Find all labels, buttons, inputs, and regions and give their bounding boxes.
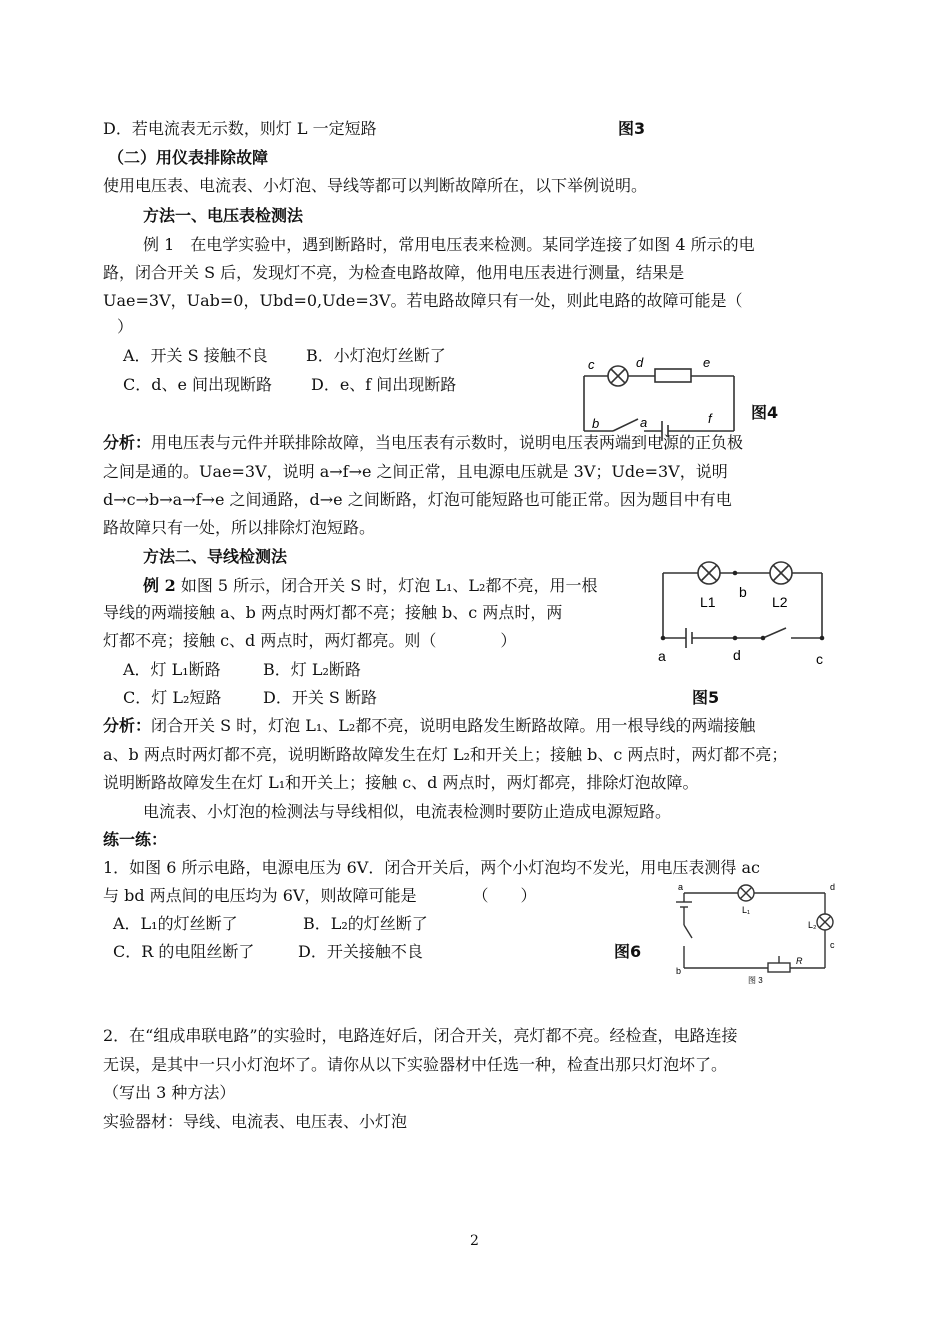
analysis2-line2: a、b 两点时两灯都不亮，说明断路故障发生在灯 L₂和开关上；接触 b、c 两点时，两灯都不亮； — [103, 745, 788, 764]
q2-line4: 实验器材：导线、电流表、电压表、小灯泡 — [103, 1112, 408, 1131]
method1-heading: 方法一、电压表检测法 — [143, 206, 304, 225]
analysis1-line4: 路故障只有一处，所以排除灯泡短路。 — [103, 518, 376, 537]
fig5-label-l2: L2 — [772, 594, 788, 610]
example1-option-d: D．e、f 间出现断路 — [311, 375, 457, 394]
example2-line2: 导线的两端接触 a、b 两点时两灯都不亮；接触 b、c 两点时，两 — [103, 603, 563, 622]
figure-6-label: 图6 — [614, 942, 642, 961]
figure-4-label: 图4 — [751, 403, 779, 422]
section-heading: （二）用仪表排除故障 — [108, 148, 269, 167]
q2-line3: （写出 3 种方法） — [103, 1083, 236, 1102]
analysis2-label: 分析： — [103, 716, 152, 735]
q1-option-c: C．R 的电阻丝断了 — [113, 942, 255, 961]
analysis2-line3: 说明断路故障发生在灯 L₁和开关上；接触 c、d 两点时，两灯都亮，排除灯泡故障。 — [103, 773, 699, 792]
example2-option-a: A．灯 L₁断路 — [123, 660, 221, 679]
fig4-node-f: f — [708, 411, 712, 426]
q1-option-d: D．开关接触不良 — [298, 942, 423, 961]
fig6-node-c: c — [830, 940, 835, 950]
q1-line1: 1．如图 6 所示电路，电源电压为 6V．闭合开关后，两个小灯泡均不发光，用电压表测得 ac — [103, 858, 760, 877]
analysis2-text: 闭合开关 S 时，灯泡 L₁、L₂都不亮，说明电路发生断路故障。用一根导线的两端接触 — [151, 716, 756, 735]
fig6-label-r: R — [796, 956, 803, 966]
example2-text: 如图 5 所示，闭合开关 S 时，灯泡 L₁、L₂都不亮，用一根 — [180, 576, 598, 595]
fig4-node-a: a — [640, 415, 648, 430]
example2-option-c: C．灯 L₂短路 — [123, 688, 222, 707]
example2-option-b: B．灯 L₂断路 — [263, 660, 361, 679]
figure-3-label: 图3 — [618, 119, 646, 138]
q1-line2: 与 bd 两点间的电压均为 6V，则故障可能是 （ ） — [103, 886, 537, 905]
analysis1-line1 — [103, 433, 743, 452]
practice-heading: 练一练： — [103, 830, 168, 849]
fig4-node-e: e — [703, 355, 711, 370]
q2-line2: 无误，是其中一只小灯泡坏了。请你从以下实验器材中任选一种，检查出那只灯泡坏了。 — [103, 1055, 728, 1074]
fig6-caption: 图 3 — [748, 976, 763, 985]
fig4-node-c: c — [588, 357, 595, 372]
page-number: 2 — [470, 1233, 479, 1249]
example1-option-c: C．d、e 间出现断路 — [123, 375, 273, 394]
option-d-prev: D．若电流表无示数，则灯 L 一定短路 — [103, 119, 377, 138]
example2-label: 例 2 — [143, 576, 176, 595]
fig6-label-l1: L₁ — [742, 905, 751, 915]
section-intro: 使用电压表、电流表、小灯泡、导线等都可以判断故障所在，以下举例说明。 — [103, 176, 648, 195]
figure-6-circuit — [672, 880, 842, 985]
analysis1-line3: d→c→b→a→f→e 之间通路，d→e 之间断路，灯泡可能短路也可能正常。因为题目中有电 — [103, 490, 732, 509]
example1-line4: ） — [117, 317, 134, 336]
example1-line2: 路，闭合开关 S 后，发现灯不亮，为检查电路故障，他用电压表进行测量，结果是 — [103, 263, 685, 282]
fig5-node-b: b — [739, 584, 747, 600]
fig5-node-c: c — [816, 651, 823, 667]
method2-heading: 方法二、导线检测法 — [143, 547, 288, 566]
fig6-node-a: a — [678, 882, 684, 892]
fig6-node-b: b — [676, 966, 682, 976]
example2-line1 — [143, 576, 597, 595]
fig6-label-l2: L₂ — [808, 920, 817, 930]
fig5-node-d: d — [733, 647, 741, 663]
fig6-node-d: d — [830, 882, 836, 892]
analysis1-line2: 之间是通的。Uae=3V，说明 a→f→e 之间正常，且电源电压就是 3V；Ude=3V，说明 — [103, 462, 728, 481]
analysis1-text: 用电压表与元件并联排除故障，当电压表有示数时，说明电压表两端到电源的正负极 — [151, 433, 744, 452]
fig5-node-a: a — [658, 648, 666, 664]
example1-line1: 例 1 在电学实验中，遇到断路时，常用电压表来检测。某同学连接了如图 4 所示的电 — [143, 235, 755, 254]
example1-option-b: B．小灯泡灯丝断了 — [306, 346, 446, 365]
figure-5-circuit — [658, 560, 828, 670]
fig4-node-d: d — [636, 355, 644, 370]
example1-line3: Uae=3V，Uab=0，Ubd=0,Ude=3V。若电路故障只有一处，则此电路的故障可能是（ — [103, 291, 743, 310]
example2-line3: 灯都不亮；接触 c、d 两点时，两灯都亮。则（ ） — [103, 631, 517, 650]
figure-4-circuit — [578, 355, 743, 440]
fig5-label-l1: L1 — [700, 594, 716, 610]
method2-note: 电流表、小灯泡的检测法与导线相似，电流表检测时要防止造成电源短路。 — [143, 802, 672, 821]
q2-line1: 2．在“组成串联电路”的实验时，电路连好后，闭合开关，亮灯都不亮。经检查，电路连接 — [103, 1026, 738, 1045]
fig4-node-b: b — [592, 416, 600, 431]
q1-option-a: A．L₁的灯丝断了 — [113, 914, 238, 933]
q1-option-b: B．L₂的灯丝断了 — [303, 914, 428, 933]
figure-5-label: 图5 — [692, 688, 720, 707]
analysis1-label: 分析： — [103, 433, 152, 452]
example2-option-d: D．开关 S 断路 — [263, 688, 377, 707]
example1-option-a: A．开关 S 接触不良 — [123, 346, 268, 365]
analysis2-line1 — [103, 716, 755, 735]
